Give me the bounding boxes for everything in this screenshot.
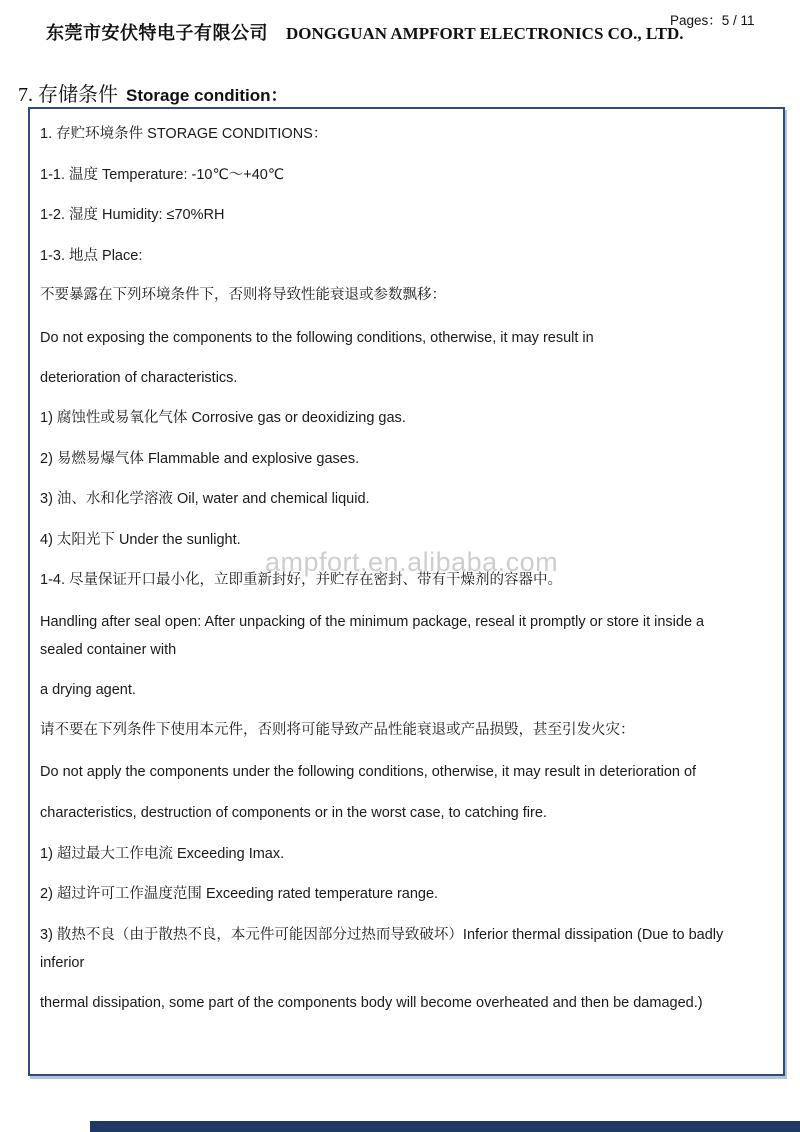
content-line-19: 1) 超过最大工作电流 Exceeding Imax. [40, 846, 285, 862]
storage-conditions-box [28, 107, 785, 1076]
content-line-15: a drying agent. [40, 682, 136, 698]
content-line-11: 4) 太阳光下 Under the sunlight. [40, 532, 241, 548]
company-name-chinese: 东莞市安伏特电子有限公司 [46, 23, 268, 43]
content-line-22: inferior [40, 955, 85, 971]
content-line-18: characteristics, destruction of components or in the worst case, to catching fire. [40, 805, 547, 821]
section-title-english: Storage condition： [126, 86, 288, 105]
watermark-text: ampfort.en.alibaba.com [265, 547, 559, 577]
content-line-20: 2) 超过许可工作温度范围 Exceeding rated temperature range. [40, 886, 439, 902]
content-line-5: 不要暴露在下列环境条件下，否则将导致性能衰退或参数飘移： [40, 287, 446, 303]
content-line-16: 请不要在下列条件下使用本元件，否则将可能导致产品性能衰退或产品损毁，甚至引发火灾： [40, 722, 635, 738]
company-name-english: DONGGUAN AMPFORT ELECTRONICS CO., LTD. [286, 24, 684, 43]
content-line-12: 1-4. 尽量保证开口最小化，立即重新封好，并贮存在密封、带有干燥剂的容器中。 [40, 572, 563, 588]
content-line-1: 1. 存贮环境条件 STORAGE CONDITIONS： [40, 126, 328, 142]
content-line-14: sealed container with [40, 642, 177, 658]
section-title [18, 78, 288, 107]
content-line-10: 3) 油、水和化学溶液 Oil, water and chemical liquid. [40, 491, 370, 507]
content-line-4: 1-3. 地点 Place: [40, 248, 143, 264]
content-line-17: Do not apply the components under the following conditions, otherwise, it may result in deterioration of [40, 764, 697, 780]
content-line-7: deterioration of characteristics. [40, 370, 238, 386]
content-line-3: 1-2. 湿度 Humidity: ≤70%RH [40, 207, 225, 223]
content-line-9: 2) 易燃易爆气体 Flammable and explosive gases. [40, 451, 360, 467]
content-line-23: thermal dissipation, some part of the components body will become overheated and then be damaged.) [40, 995, 703, 1011]
content-line-21: 3) 散热不良（由于散热不良，本元件可能因部分过热而导致破坏）Inferior thermal dissipation (Due to badly [40, 927, 724, 943]
content-line-2: 1-1. 温度 Temperature: -10℃～+40℃ [40, 167, 285, 183]
footer-bar [90, 1121, 800, 1132]
content-line-8: 1) 腐蚀性或易氧化气体 Corrosive gas or deoxidizing gas. [40, 410, 406, 426]
page-number-indicator: Pages：5 / 11 [670, 13, 755, 28]
section-title-chinese: 7. 存储条件 [18, 84, 118, 106]
content-line-6: Do not exposing the components to the following conditions, otherwise, it may result in [40, 330, 594, 346]
content-line-13: Handling after seal open: After unpacking of the minimum package, reseal it promptly or store it inside a [40, 614, 705, 630]
